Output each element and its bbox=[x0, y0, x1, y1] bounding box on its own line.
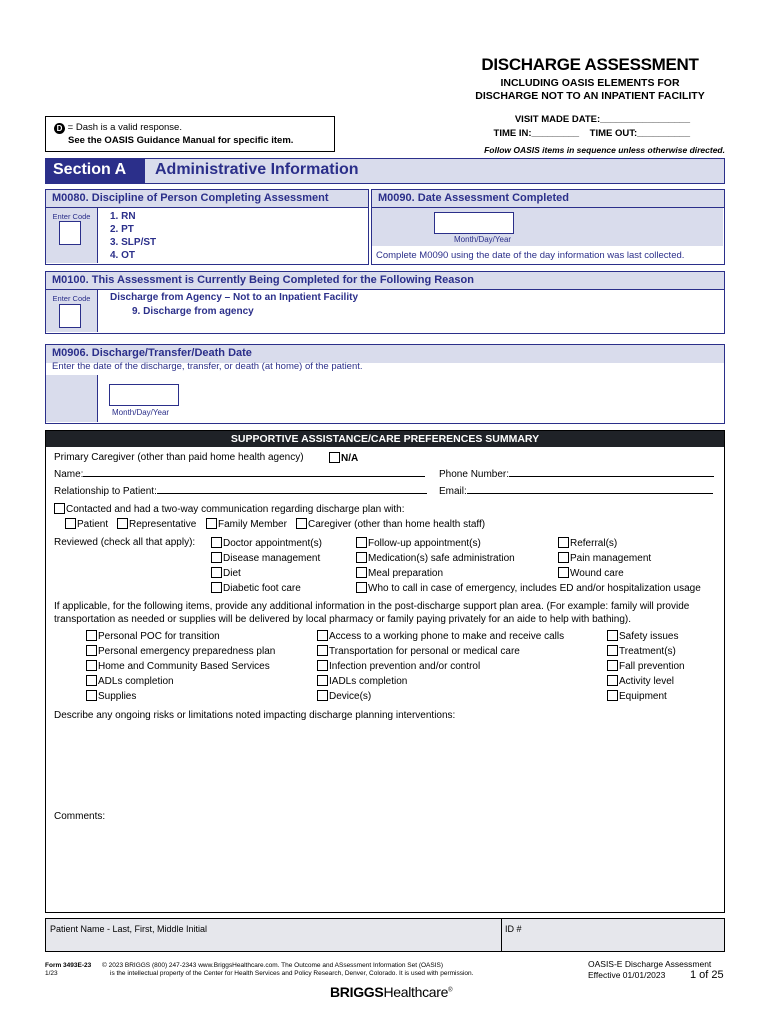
item-adls-label: ADLs completion bbox=[98, 676, 174, 687]
item-devices-label: Device(s) bbox=[329, 691, 372, 702]
dash-note bbox=[45, 116, 335, 152]
review-meal-checkbox[interactable] bbox=[356, 567, 367, 578]
m0100-box bbox=[45, 271, 725, 334]
item-infection-label: Infection prevention and/or control bbox=[329, 661, 481, 672]
item-equipment-checkbox[interactable] bbox=[607, 690, 618, 701]
item-adls-checkbox[interactable] bbox=[86, 675, 97, 686]
copyright-line-1: © 2023 BRIGGS (800) 247-2343 www.BriggsHealthcare.com. The Outcome and ASsessment Information Set (OASIS) bbox=[102, 962, 444, 969]
item-poc-label: Personal POC for transition bbox=[98, 631, 220, 642]
review-referral-checkbox[interactable] bbox=[558, 537, 569, 548]
comments-label: Comments: bbox=[54, 811, 106, 822]
review-diet-checkbox[interactable] bbox=[211, 567, 222, 578]
document-name: OASIS-E Discharge Assessment bbox=[588, 959, 712, 969]
item-safety-checkbox[interactable] bbox=[607, 630, 618, 641]
briggs-logo-rest: Healthcare bbox=[383, 984, 449, 1000]
contact-caregiver-checkbox[interactable] bbox=[296, 518, 307, 529]
section-a-title: Administrative Information bbox=[155, 161, 359, 178]
m0100-option-9: 9. Discharge from agency bbox=[132, 306, 254, 317]
m0100-heading: M0100. This Assessment is Currently Being Completed for the Following Reason bbox=[46, 272, 724, 290]
review-disease-checkbox[interactable] bbox=[211, 552, 222, 563]
item-emergency-plan-label: Personal emergency preparedness plan bbox=[98, 646, 276, 657]
m0080-enter-code-label: Enter Code bbox=[52, 212, 91, 221]
m0090-box bbox=[371, 189, 725, 265]
review-doctor-checkbox[interactable] bbox=[211, 537, 222, 548]
email-field[interactable] bbox=[467, 485, 713, 494]
subtitle-line-1: INCLUDING OASIS ELEMENTS FOR bbox=[500, 77, 680, 89]
patient-id-field[interactable] bbox=[502, 934, 724, 952]
supportive-heading: SUPPORTIVE ASSISTANCE/CARE PREFERENCES SUMMARY bbox=[46, 431, 724, 447]
applicable-line-2: transportation as needed or supplies will be delivered by local pharmacy or family paying privately for an aide to help with bathing). bbox=[54, 614, 631, 625]
time-fields bbox=[420, 128, 690, 139]
primary-caregiver-label: Primary Caregiver (other than paid home health agency) bbox=[54, 452, 304, 463]
item-devices-checkbox[interactable] bbox=[317, 690, 328, 701]
patient-name-label: Patient Name - Last, First, Middle Initial bbox=[50, 924, 208, 934]
item-emergency-plan-checkbox[interactable] bbox=[86, 645, 97, 656]
contact-caregiver-label: Caregiver (other than home health staff) bbox=[308, 519, 486, 530]
m0080-box bbox=[45, 189, 369, 265]
item-fall-label: Fall prevention bbox=[619, 661, 685, 672]
applicable-line-1: If applicable, for the following items, provide any additional information in the post-discharge support plan area. (For example: family will provide bbox=[54, 601, 690, 612]
review-foot-label: Diabetic foot care bbox=[223, 583, 301, 594]
comments-input-area[interactable] bbox=[54, 825, 714, 910]
briggs-logo-mark: ® bbox=[448, 987, 453, 994]
review-foot-checkbox[interactable] bbox=[211, 582, 222, 593]
relationship-field[interactable] bbox=[157, 485, 427, 494]
m0090-date-label: Month/Day/Year bbox=[454, 235, 512, 244]
item-transport-label: Transportation for personal or medical care bbox=[329, 646, 520, 657]
item-iadls-checkbox[interactable] bbox=[317, 675, 328, 686]
name-field[interactable] bbox=[83, 468, 425, 477]
effective-date: Effective 01/01/2023 bbox=[588, 970, 666, 980]
m0906-heading: M0906. Discharge/Transfer/Death Date bbox=[46, 345, 724, 363]
m0080-options bbox=[110, 210, 156, 262]
visit-made-date-field[interactable]: VISIT MADE DATE:_________________ bbox=[514, 114, 690, 125]
briggs-logo-bold: BRIGGS bbox=[330, 984, 384, 1000]
form-title: DISCHARGE ASSESSMENT bbox=[481, 55, 699, 74]
risks-label: Describe any ongoing risks or limitations noted impacting discharge planning interventions: bbox=[54, 710, 456, 721]
phone-label: Phone Number: bbox=[439, 469, 510, 480]
reviewed-label: Reviewed (check all that apply): bbox=[54, 537, 196, 548]
m0906-box bbox=[45, 344, 725, 424]
m0080-code-input[interactable] bbox=[59, 221, 81, 245]
item-phone-checkbox[interactable] bbox=[317, 630, 328, 641]
item-hcbs-label: Home and Community Based Services bbox=[98, 661, 270, 672]
item-supplies-label: Supplies bbox=[98, 691, 137, 702]
section-a-bar bbox=[45, 158, 725, 184]
m0080-heading: M0080. Discipline of Person Completing Assessment bbox=[46, 190, 368, 208]
item-fall-checkbox[interactable] bbox=[607, 660, 618, 671]
m0080-code-column bbox=[46, 208, 98, 263]
name-label: Name: bbox=[54, 469, 84, 480]
m0906-date-label: Month/Day/Year bbox=[112, 408, 170, 417]
id-label: ID # bbox=[505, 924, 522, 934]
item-iadls-label: IADLs completion bbox=[329, 676, 408, 687]
dash-symbol-icon: D bbox=[54, 123, 65, 134]
review-followup-label: Follow-up appointment(s) bbox=[368, 538, 481, 549]
review-medication-checkbox[interactable] bbox=[356, 552, 367, 563]
m0080-option-ot: 4. OT bbox=[110, 250, 136, 261]
form-date: 1/23 bbox=[45, 970, 58, 977]
review-pain-checkbox[interactable] bbox=[558, 552, 569, 563]
item-hcbs-checkbox[interactable] bbox=[86, 660, 97, 671]
review-meal-label: Meal preparation bbox=[368, 568, 444, 579]
contact-patient-checkbox[interactable] bbox=[65, 518, 76, 529]
contact-family-label: Family Member bbox=[218, 519, 287, 530]
m0906-left-column bbox=[46, 375, 98, 422]
m0090-note: Complete M0090 using the date of the day information was last collected. bbox=[376, 250, 685, 261]
na-label: N/A bbox=[341, 453, 359, 464]
review-emergency-checkbox[interactable] bbox=[356, 582, 367, 593]
review-followup-checkbox[interactable] bbox=[356, 537, 367, 548]
contact-representative-checkbox[interactable] bbox=[117, 518, 128, 529]
m0100-group-label: Discharge from Agency – Not to an Inpatient Facility bbox=[110, 292, 359, 303]
item-activity-checkbox[interactable] bbox=[607, 675, 618, 686]
review-emergency-label: Who to call in case of emergency, includes ED and/or hospitalization usage bbox=[368, 583, 701, 594]
item-treatment-label: Treatment(s) bbox=[619, 646, 676, 657]
review-pain-label: Pain management bbox=[570, 553, 652, 564]
item-safety-label: Safety issues bbox=[619, 631, 679, 642]
dash-note-line-1: = Dash is a valid response. bbox=[67, 122, 182, 133]
form-number: Form 3493E-23 bbox=[45, 962, 92, 969]
patient-name-field[interactable] bbox=[45, 934, 500, 952]
m0080-option-rn: 1. RN bbox=[110, 211, 136, 222]
review-diet-label: Diet bbox=[223, 568, 241, 579]
item-transport-checkbox[interactable] bbox=[317, 645, 328, 656]
m0100-code-input[interactable] bbox=[59, 304, 81, 328]
contacted-checkbox[interactable] bbox=[54, 503, 65, 514]
item-phone-label: Access to a working phone to make and receive calls bbox=[329, 631, 565, 642]
review-medication-label: Medication(s) safe administration bbox=[368, 553, 515, 564]
item-activity-label: Activity level bbox=[619, 676, 675, 687]
contact-family-checkbox[interactable] bbox=[206, 518, 217, 529]
m0100-enter-code-label: Enter Code bbox=[52, 294, 91, 303]
form-subtitle bbox=[430, 77, 750, 103]
contacted-label: Contacted and had a two-way communication regarding discharge plan with: bbox=[66, 504, 405, 515]
review-wound-checkbox[interactable] bbox=[558, 567, 569, 578]
review-referral-label: Referral(s) bbox=[570, 538, 618, 549]
contact-patient-label: Patient bbox=[77, 519, 109, 530]
m0906-date-input[interactable] bbox=[109, 384, 179, 406]
review-doctor-label: Doctor appointment(s) bbox=[223, 538, 322, 549]
m0080-option-slp: 3. SLP/ST bbox=[110, 237, 157, 248]
time-out-field[interactable]: TIME OUT:__________ bbox=[589, 128, 690, 139]
m0906-instruction: Enter the date of the discharge, transfer, or death (at home) of the patient. bbox=[52, 361, 363, 372]
item-infection-checkbox[interactable] bbox=[317, 660, 328, 671]
review-disease-label: Disease management bbox=[223, 553, 321, 564]
subtitle-line-2: DISCHARGE NOT TO AN INPATIENT FACILITY bbox=[475, 90, 705, 102]
dash-note-line-2: See the OASIS Guidance Manual for specific item. bbox=[68, 135, 294, 146]
email-label: Email: bbox=[439, 486, 467, 497]
m0100-code-column bbox=[46, 290, 98, 332]
time-in-field[interactable]: TIME IN:_________ bbox=[493, 128, 580, 139]
review-wound-label: Wound care bbox=[570, 568, 624, 579]
m0080-option-pt: 2. PT bbox=[110, 224, 134, 235]
briggs-logo bbox=[330, 984, 452, 1000]
m0090-heading: M0090. Date Assessment Completed bbox=[372, 190, 724, 208]
item-supplies-checkbox[interactable] bbox=[86, 690, 97, 701]
phone-field[interactable] bbox=[509, 468, 714, 477]
item-poc-checkbox[interactable] bbox=[86, 630, 97, 641]
item-equipment-label: Equipment bbox=[619, 691, 667, 702]
m0090-date-input[interactable] bbox=[434, 212, 514, 234]
follow-sequence-note: Follow OASIS items in sequence unless otherwise directed. bbox=[484, 145, 725, 155]
item-treatment-checkbox[interactable] bbox=[607, 645, 618, 656]
risks-input-area[interactable] bbox=[54, 724, 714, 804]
copyright-line-2: is the intellectual property of the Center for Health Services and Policy Research, Denver, Colorado. It is used with permission. bbox=[110, 970, 474, 977]
contact-representative-label: Representative bbox=[129, 519, 197, 530]
relationship-label: Relationship to Patient: bbox=[54, 486, 157, 497]
page-number: 1 of 25 bbox=[690, 969, 724, 981]
na-checkbox[interactable] bbox=[329, 452, 340, 463]
section-a-tag: Section A bbox=[45, 158, 145, 184]
